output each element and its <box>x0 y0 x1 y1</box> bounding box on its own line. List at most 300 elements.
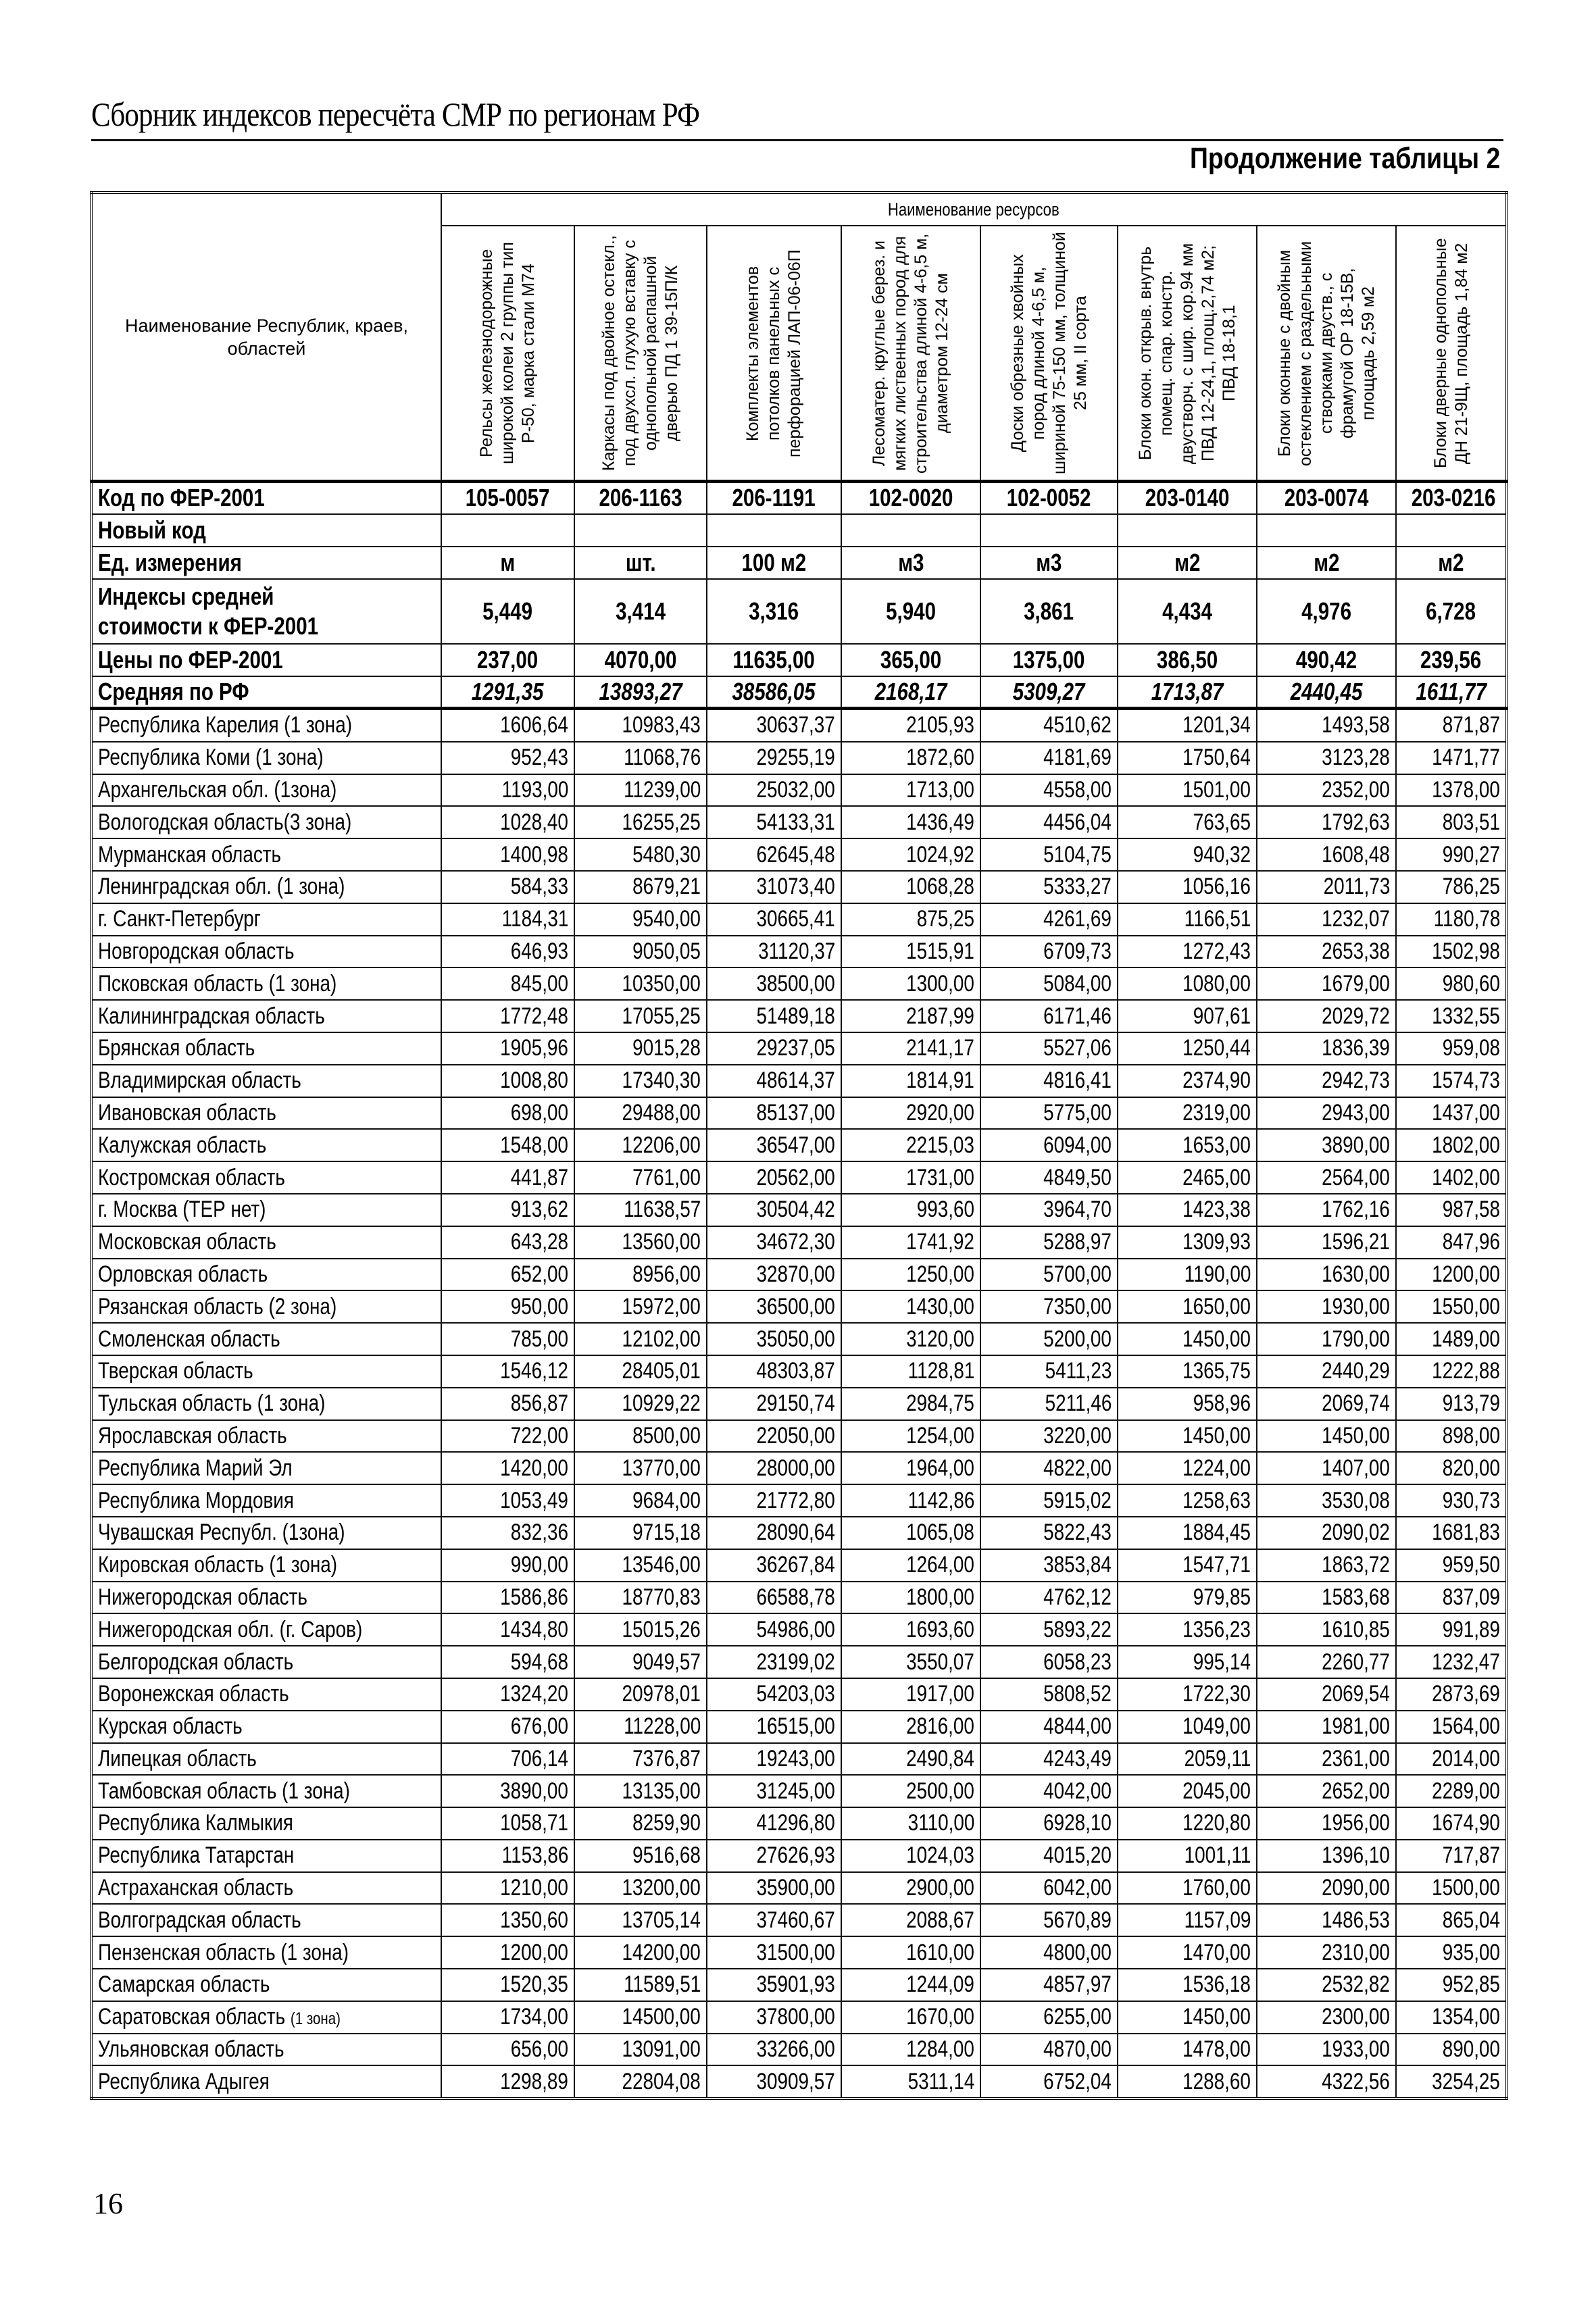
region-name-cell: Псковская область (1 зона) <box>91 967 441 1000</box>
value-cell: 1610,85 <box>1257 1613 1396 1646</box>
meta-cell: 105-0057 <box>441 482 574 514</box>
value-cell: 3550,07 <box>841 1646 980 1678</box>
value-cell: 1407,00 <box>1257 1452 1396 1484</box>
resource-column-header: Лесоматер. круглые берез. и мягких лиственных пород для строительства длиной 4-6,5 м, диаметром 12-24 см <box>841 226 980 482</box>
value-cell: 4042,00 <box>980 1775 1118 1807</box>
meta-cell: 1611,77 <box>1396 676 1507 709</box>
meta-cell: 5,449 <box>441 579 574 644</box>
value-cell: 5775,00 <box>980 1097 1118 1130</box>
value-cell: 5700,00 <box>980 1259 1118 1291</box>
value-cell: 4510,62 <box>980 709 1118 742</box>
value-cell: 1762,16 <box>1257 1194 1396 1226</box>
value-cell: 865,04 <box>1396 1904 1507 1936</box>
region-name-cell: Нижегородская область <box>91 1582 441 1614</box>
value-cell: 785,00 <box>441 1323 574 1355</box>
meta-cell: 1291,35 <box>441 676 574 709</box>
meta-cell <box>980 514 1118 547</box>
value-cell: 31073,40 <box>707 871 841 903</box>
value-cell: 5104,75 <box>980 838 1118 871</box>
region-column-header: Наименование Республик, краев, областей <box>91 193 441 482</box>
value-cell: 9049,57 <box>574 1646 707 1678</box>
table-row <box>91 936 1507 968</box>
value-cell: 940,32 <box>1118 838 1257 871</box>
region-name-cell: Тульская область (1 зона) <box>91 1388 441 1420</box>
value-cell: 1200,00 <box>441 1936 574 1969</box>
value-cell: 1058,71 <box>441 1807 574 1840</box>
value-cell: 1681,83 <box>1396 1517 1507 1549</box>
value-cell: 1298,89 <box>441 2065 574 2098</box>
value-cell: 1917,00 <box>841 1678 980 1711</box>
value-cell: 1502,98 <box>1396 936 1507 968</box>
value-cell: 1520,35 <box>441 1969 574 2001</box>
table-row <box>91 838 1507 871</box>
value-cell: 5808,52 <box>980 1678 1118 1711</box>
value-cell: 935,00 <box>1396 1936 1507 1969</box>
value-cell: 2920,00 <box>841 1097 980 1130</box>
value-cell: 1284,00 <box>841 2034 980 2066</box>
meta-cell: 1375,00 <box>980 644 1118 676</box>
value-cell: 1741,92 <box>841 1226 980 1259</box>
table-row <box>91 1872 1507 1905</box>
table-row <box>91 1807 1507 1840</box>
table-row <box>91 1032 1507 1065</box>
value-cell: 1564,00 <box>1396 1711 1507 1743</box>
value-cell: 1450,00 <box>1118 1420 1257 1453</box>
value-cell: 1153,86 <box>441 1840 574 1872</box>
value-cell: 958,96 <box>1118 1388 1257 1420</box>
value-cell: 959,08 <box>1396 1032 1507 1065</box>
value-cell: 5893,22 <box>980 1613 1118 1646</box>
value-cell: 1180,78 <box>1396 903 1507 936</box>
value-cell: 85137,00 <box>707 1097 841 1130</box>
value-cell: 1981,00 <box>1257 1711 1396 1743</box>
meta-cell: м <box>441 547 574 579</box>
value-cell: 1220,80 <box>1118 1807 1257 1840</box>
value-cell: 837,09 <box>1396 1582 1507 1614</box>
meta-cell <box>707 514 841 547</box>
table-row <box>91 1549 1507 1582</box>
value-cell: 4558,00 <box>980 774 1118 807</box>
region-name-cell: Ленинградская обл. (1 зона) <box>91 871 441 903</box>
value-cell: 1080,00 <box>1118 967 1257 1000</box>
value-cell: 3530,08 <box>1257 1484 1396 1517</box>
table-row <box>91 2065 1507 2098</box>
value-cell: 2490,84 <box>841 1743 980 1776</box>
value-cell: 1802,00 <box>1396 1129 1507 1161</box>
value-cell: 35901,93 <box>707 1969 841 2001</box>
value-cell: 1586,86 <box>441 1582 574 1614</box>
meta-cell: м3 <box>841 547 980 579</box>
value-cell: 30504,42 <box>707 1194 841 1226</box>
table-row <box>91 1936 1507 1969</box>
region-name-cell: Мурманская область <box>91 838 441 871</box>
value-cell: 2816,00 <box>841 1711 980 1743</box>
value-cell: 51489,18 <box>707 1000 841 1032</box>
region-name-cell: Нижегородская обл. (г. Саров) <box>91 1613 441 1646</box>
value-cell: 25032,00 <box>707 774 841 807</box>
value-cell: 11239,00 <box>574 774 707 807</box>
value-cell: 1489,00 <box>1396 1323 1507 1355</box>
value-cell: 3120,00 <box>841 1323 980 1355</box>
meta-row <box>91 579 1507 644</box>
value-cell: 1956,00 <box>1257 1807 1396 1840</box>
table-row <box>91 1097 1507 1130</box>
meta-row-label: Код по ФЕР-2001 <box>91 482 441 514</box>
value-cell: 33266,00 <box>707 2034 841 2066</box>
value-cell: 1436,49 <box>841 806 980 838</box>
value-cell: 1264,00 <box>841 1549 980 1582</box>
value-cell: 2011,73 <box>1257 871 1396 903</box>
value-cell: 1930,00 <box>1257 1290 1396 1323</box>
value-cell: 12206,00 <box>574 1129 707 1161</box>
value-cell: 803,51 <box>1396 806 1507 838</box>
value-cell: 698,00 <box>441 1097 574 1130</box>
value-cell: 1713,00 <box>841 774 980 807</box>
value-cell: 28090,64 <box>707 1517 841 1549</box>
meta-row <box>91 676 1507 709</box>
table-row <box>91 1711 1507 1743</box>
value-cell: 14200,00 <box>574 1936 707 1969</box>
value-cell: 13705,14 <box>574 1904 707 1936</box>
value-cell: 832,36 <box>441 1517 574 1549</box>
value-cell: 5670,89 <box>980 1904 1118 1936</box>
value-cell: 1365,75 <box>1118 1355 1257 1388</box>
table-row <box>91 1161 1507 1194</box>
value-cell: 16515,00 <box>707 1711 841 1743</box>
meta-cell: 102-0052 <box>980 482 1118 514</box>
value-cell: 1028,40 <box>441 806 574 838</box>
value-cell: 20562,00 <box>707 1161 841 1194</box>
value-cell: 2029,72 <box>1257 1000 1396 1032</box>
value-cell: 959,50 <box>1396 1549 1507 1582</box>
value-cell: 36500,00 <box>707 1290 841 1323</box>
value-cell: 4857,97 <box>980 1969 1118 2001</box>
value-cell: 1792,63 <box>1257 806 1396 838</box>
value-cell: 1836,39 <box>1257 1032 1396 1065</box>
value-cell: 1193,00 <box>441 774 574 807</box>
value-cell: 1184,31 <box>441 903 574 936</box>
value-cell: 28405,01 <box>574 1355 707 1388</box>
region-name-cell: Калининградская область <box>91 1000 441 1032</box>
meta-cell: 3,861 <box>980 579 1118 644</box>
table-row <box>91 1000 1507 1032</box>
value-cell: 1024,92 <box>841 838 980 871</box>
value-cell: 9715,18 <box>574 1517 707 1549</box>
value-cell: 1157,09 <box>1118 1904 1257 1936</box>
value-cell: 1420,00 <box>441 1452 574 1484</box>
value-cell: 6042,00 <box>980 1872 1118 1905</box>
value-cell: 2069,74 <box>1257 1388 1396 1420</box>
value-cell: 7376,87 <box>574 1743 707 1776</box>
value-cell: 441,87 <box>441 1161 574 1194</box>
value-cell: 10983,43 <box>574 709 707 742</box>
region-name-cell: Московская область <box>91 1226 441 1259</box>
value-cell: 722,00 <box>441 1420 574 1453</box>
meta-cell: 11635,00 <box>707 644 841 676</box>
region-name-cell: г. Санкт-Петербург <box>91 903 441 936</box>
meta-cell: 203-0074 <box>1257 482 1396 514</box>
meta-cell <box>441 514 574 547</box>
value-cell: 1232,07 <box>1257 903 1396 936</box>
value-cell: 1722,30 <box>1118 1678 1257 1711</box>
value-cell: 36267,84 <box>707 1549 841 1582</box>
table-row <box>91 1194 1507 1226</box>
value-cell: 1450,00 <box>1118 1323 1257 1355</box>
value-cell: 1772,48 <box>441 1000 574 1032</box>
value-cell: 1800,00 <box>841 1582 980 1614</box>
value-cell: 8500,00 <box>574 1420 707 1453</box>
meta-cell: 4070,00 <box>574 644 707 676</box>
region-name-cell: Вологодская область(3 зона) <box>91 806 441 838</box>
value-cell: 31120,37 <box>707 936 841 968</box>
table-row <box>91 806 1507 838</box>
value-cell: 1546,12 <box>441 1355 574 1388</box>
value-cell: 3123,28 <box>1257 742 1396 774</box>
value-cell: 4849,50 <box>980 1161 1118 1194</box>
value-cell: 3853,84 <box>980 1549 1118 1582</box>
value-cell: 37800,00 <box>707 2001 841 2034</box>
value-cell: 5084,00 <box>980 967 1118 1000</box>
meta-cell: 5309,27 <box>980 676 1118 709</box>
value-cell: 1536,18 <box>1118 1969 1257 2001</box>
value-cell: 6255,00 <box>980 2001 1118 2034</box>
value-cell: 2090,00 <box>1257 1872 1396 1905</box>
value-cell: 11638,57 <box>574 1194 707 1226</box>
value-cell: 820,00 <box>1396 1452 1507 1484</box>
value-cell: 3890,00 <box>441 1775 574 1807</box>
region-name-cell: Смоленская область <box>91 1323 441 1355</box>
value-cell: 763,65 <box>1118 806 1257 838</box>
meta-cell: м2 <box>1118 547 1257 579</box>
running-header <box>91 95 1503 141</box>
meta-cell: 2168,17 <box>841 676 980 709</box>
value-cell: 13560,00 <box>574 1226 707 1259</box>
value-cell: 27626,93 <box>707 1840 841 1872</box>
value-cell: 1332,55 <box>1396 1000 1507 1032</box>
resource-column-header: Каркасы под двойное остекл., под двухсл. глухую вставку с однопольной распашной дверью ПД 1 39-15П/К <box>574 226 707 482</box>
value-cell: 15972,00 <box>574 1290 707 1323</box>
value-cell: 6171,46 <box>980 1000 1118 1032</box>
value-cell: 1550,00 <box>1396 1290 1507 1323</box>
value-cell: 5480,30 <box>574 838 707 871</box>
meta-cell <box>841 514 980 547</box>
meta-cell: 100 м2 <box>707 547 841 579</box>
region-name-cell: Орловская область <box>91 1259 441 1291</box>
table-row <box>91 1484 1507 1517</box>
meta-cell: 237,00 <box>441 644 574 676</box>
value-cell: 1423,38 <box>1118 1194 1257 1226</box>
table-row <box>91 1226 1507 1259</box>
meta-cell <box>1118 514 1257 547</box>
table-row <box>91 2034 1507 2066</box>
value-cell: 2943,00 <box>1257 1097 1396 1130</box>
value-cell: 1222,88 <box>1396 1355 1507 1388</box>
value-cell: 7761,00 <box>574 1161 707 1194</box>
region-name-cell: Архангельская обл. (1зона) <box>91 774 441 807</box>
value-cell: 3254,25 <box>1396 2065 1507 2098</box>
value-cell: 41296,80 <box>707 1807 841 1840</box>
value-cell: 62645,48 <box>707 838 841 871</box>
value-cell: 6094,00 <box>980 1129 1118 1161</box>
meta-cell: м3 <box>980 547 1118 579</box>
value-cell: 28000,00 <box>707 1452 841 1484</box>
value-cell: 13546,00 <box>574 1549 707 1582</box>
value-cell: 1500,00 <box>1396 1872 1507 1905</box>
value-cell: 1653,00 <box>1118 1129 1257 1161</box>
value-cell: 2374,90 <box>1118 1065 1257 1097</box>
value-cell: 1378,00 <box>1396 774 1507 807</box>
table-row <box>91 1678 1507 1711</box>
value-cell: 2361,00 <box>1257 1743 1396 1776</box>
value-cell: 3890,00 <box>1257 1129 1396 1161</box>
value-cell: 13200,00 <box>574 1872 707 1905</box>
value-cell: 2141,17 <box>841 1032 980 1065</box>
meta-cell: 2440,45 <box>1257 676 1396 709</box>
value-cell: 4243,49 <box>980 1743 1118 1776</box>
table-row <box>91 1517 1507 1549</box>
value-cell: 871,87 <box>1396 709 1507 742</box>
value-cell: 3220,00 <box>980 1420 1118 1453</box>
value-cell: 2900,00 <box>841 1872 980 1905</box>
region-name-cell: Саратовская область (1 зона) <box>91 2001 441 2034</box>
value-cell: 31245,00 <box>707 1775 841 1807</box>
value-cell: 2500,00 <box>841 1775 980 1807</box>
region-name-cell: Волгоградская область <box>91 1904 441 1936</box>
value-cell: 1024,03 <box>841 1840 980 1872</box>
region-name-cell: Чувашская Республ. (1зона) <box>91 1517 441 1549</box>
value-cell: 930,73 <box>1396 1484 1507 1517</box>
value-cell: 22804,08 <box>574 2065 707 2098</box>
value-cell: 2652,00 <box>1257 1775 1396 1807</box>
value-cell: 1254,00 <box>841 1420 980 1453</box>
value-cell: 34672,30 <box>707 1226 841 1259</box>
value-cell: 1693,60 <box>841 1613 980 1646</box>
table-row <box>91 1775 1507 1807</box>
running-header-title: Сборник индексов пересчёта СМР по регионам РФ <box>91 95 700 133</box>
value-cell: 1760,00 <box>1118 1872 1257 1905</box>
meta-cell: 102-0020 <box>841 482 980 514</box>
meta-cell: 490,42 <box>1257 644 1396 676</box>
value-cell: 9050,05 <box>574 936 707 968</box>
region-name-cell: Тверская область <box>91 1355 441 1388</box>
value-cell: 4800,00 <box>980 1936 1118 1969</box>
value-cell: 643,28 <box>441 1226 574 1259</box>
value-cell: 1400,98 <box>441 838 574 871</box>
resource-column-header: Блоки окон. открыв. внутрь помещ. спар. констр. двустворч. с шир. кор.94 мм ПВД 12-24,1, площ.2,74 м2; ПВД 18-18,1 <box>1118 226 1257 482</box>
value-cell: 1814,91 <box>841 1065 980 1097</box>
region-name-cell: Новгородская область <box>91 936 441 968</box>
value-cell: 993,60 <box>841 1194 980 1226</box>
value-cell: 1501,00 <box>1118 774 1257 807</box>
meta-cell: 3,414 <box>574 579 707 644</box>
value-cell: 29488,00 <box>574 1097 707 1130</box>
value-cell: 913,79 <box>1396 1388 1507 1420</box>
value-cell: 2300,00 <box>1257 2001 1396 2034</box>
value-cell: 980,60 <box>1396 967 1507 1000</box>
value-cell: 5288,97 <box>980 1226 1118 1259</box>
value-cell: 13091,00 <box>574 2034 707 2066</box>
table-row <box>91 742 1507 774</box>
value-cell: 1224,00 <box>1118 1452 1257 1484</box>
regional-index-table <box>90 191 1505 2100</box>
value-cell: 987,58 <box>1396 1194 1507 1226</box>
table-row <box>91 1582 1507 1614</box>
value-cell: 1049,00 <box>1118 1711 1257 1743</box>
value-cell: 35900,00 <box>707 1872 841 1905</box>
value-cell: 594,68 <box>441 1646 574 1678</box>
value-cell: 890,00 <box>1396 2034 1507 2066</box>
value-cell: 952,43 <box>441 742 574 774</box>
value-cell: 706,14 <box>441 1743 574 1776</box>
value-cell: 717,87 <box>1396 1840 1507 1872</box>
value-cell: 8259,90 <box>574 1807 707 1840</box>
value-cell: 1272,43 <box>1118 936 1257 968</box>
region-name-cell: Воронежская область <box>91 1678 441 1711</box>
region-name-cell: Брянская область <box>91 1032 441 1065</box>
value-cell: 1650,00 <box>1118 1290 1257 1323</box>
value-cell: 30665,41 <box>707 903 841 936</box>
meta-cell: м2 <box>1396 547 1507 579</box>
value-cell: 5411,23 <box>980 1355 1118 1388</box>
value-cell: 1574,73 <box>1396 1065 1507 1097</box>
meta-cell: 239,56 <box>1396 644 1507 676</box>
value-cell: 1434,80 <box>441 1613 574 1646</box>
value-cell: 6709,73 <box>980 936 1118 968</box>
value-cell: 15015,26 <box>574 1613 707 1646</box>
value-cell: 19243,00 <box>707 1743 841 1776</box>
value-cell: 30637,37 <box>707 709 841 742</box>
value-cell: 1437,00 <box>1396 1097 1507 1130</box>
value-cell: 12102,00 <box>574 1323 707 1355</box>
value-cell: 856,87 <box>441 1388 574 1420</box>
value-cell: 2532,82 <box>1257 1969 1396 2001</box>
value-cell: 29237,05 <box>707 1032 841 1065</box>
value-cell: 1210,00 <box>441 1872 574 1905</box>
value-cell: 1863,72 <box>1257 1549 1396 1582</box>
meta-cell: 386,50 <box>1118 644 1257 676</box>
value-cell: 38500,00 <box>707 967 841 1000</box>
table-row <box>91 1613 1507 1646</box>
value-cell: 1201,34 <box>1118 709 1257 742</box>
meta-cell: 4,976 <box>1257 579 1396 644</box>
resource-column-header: Комплекты элементов потолков панельных с перфорацией ЛАП-06-06П <box>707 226 841 482</box>
value-cell: 13135,00 <box>574 1775 707 1807</box>
value-cell: 1606,64 <box>441 709 574 742</box>
meta-cell <box>1396 514 1507 547</box>
value-cell: 1288,60 <box>1118 2065 1257 2098</box>
value-cell: 54203,03 <box>707 1678 841 1711</box>
table-row <box>91 1355 1507 1388</box>
value-cell: 6752,04 <box>980 2065 1118 2098</box>
meta-row <box>91 644 1507 676</box>
value-cell: 4762,12 <box>980 1582 1118 1614</box>
region-name-cell: Кировская область (1 зона) <box>91 1549 441 1582</box>
value-cell: 6928,10 <box>980 1807 1118 1840</box>
meta-cell: 13893,27 <box>574 676 707 709</box>
table-row <box>91 1129 1507 1161</box>
value-cell: 1750,64 <box>1118 742 1257 774</box>
value-cell: 995,14 <box>1118 1646 1257 1678</box>
value-cell: 66588,78 <box>707 1582 841 1614</box>
table-row <box>91 1452 1507 1484</box>
value-cell: 11228,00 <box>574 1711 707 1743</box>
meta-row-label: Ед. измерения <box>91 547 441 579</box>
value-cell: 2014,00 <box>1396 1743 1507 1776</box>
value-cell: 1596,21 <box>1257 1226 1396 1259</box>
meta-cell: 3,316 <box>707 579 841 644</box>
value-cell: 1244,09 <box>841 1969 980 2001</box>
value-cell: 913,62 <box>441 1194 574 1226</box>
